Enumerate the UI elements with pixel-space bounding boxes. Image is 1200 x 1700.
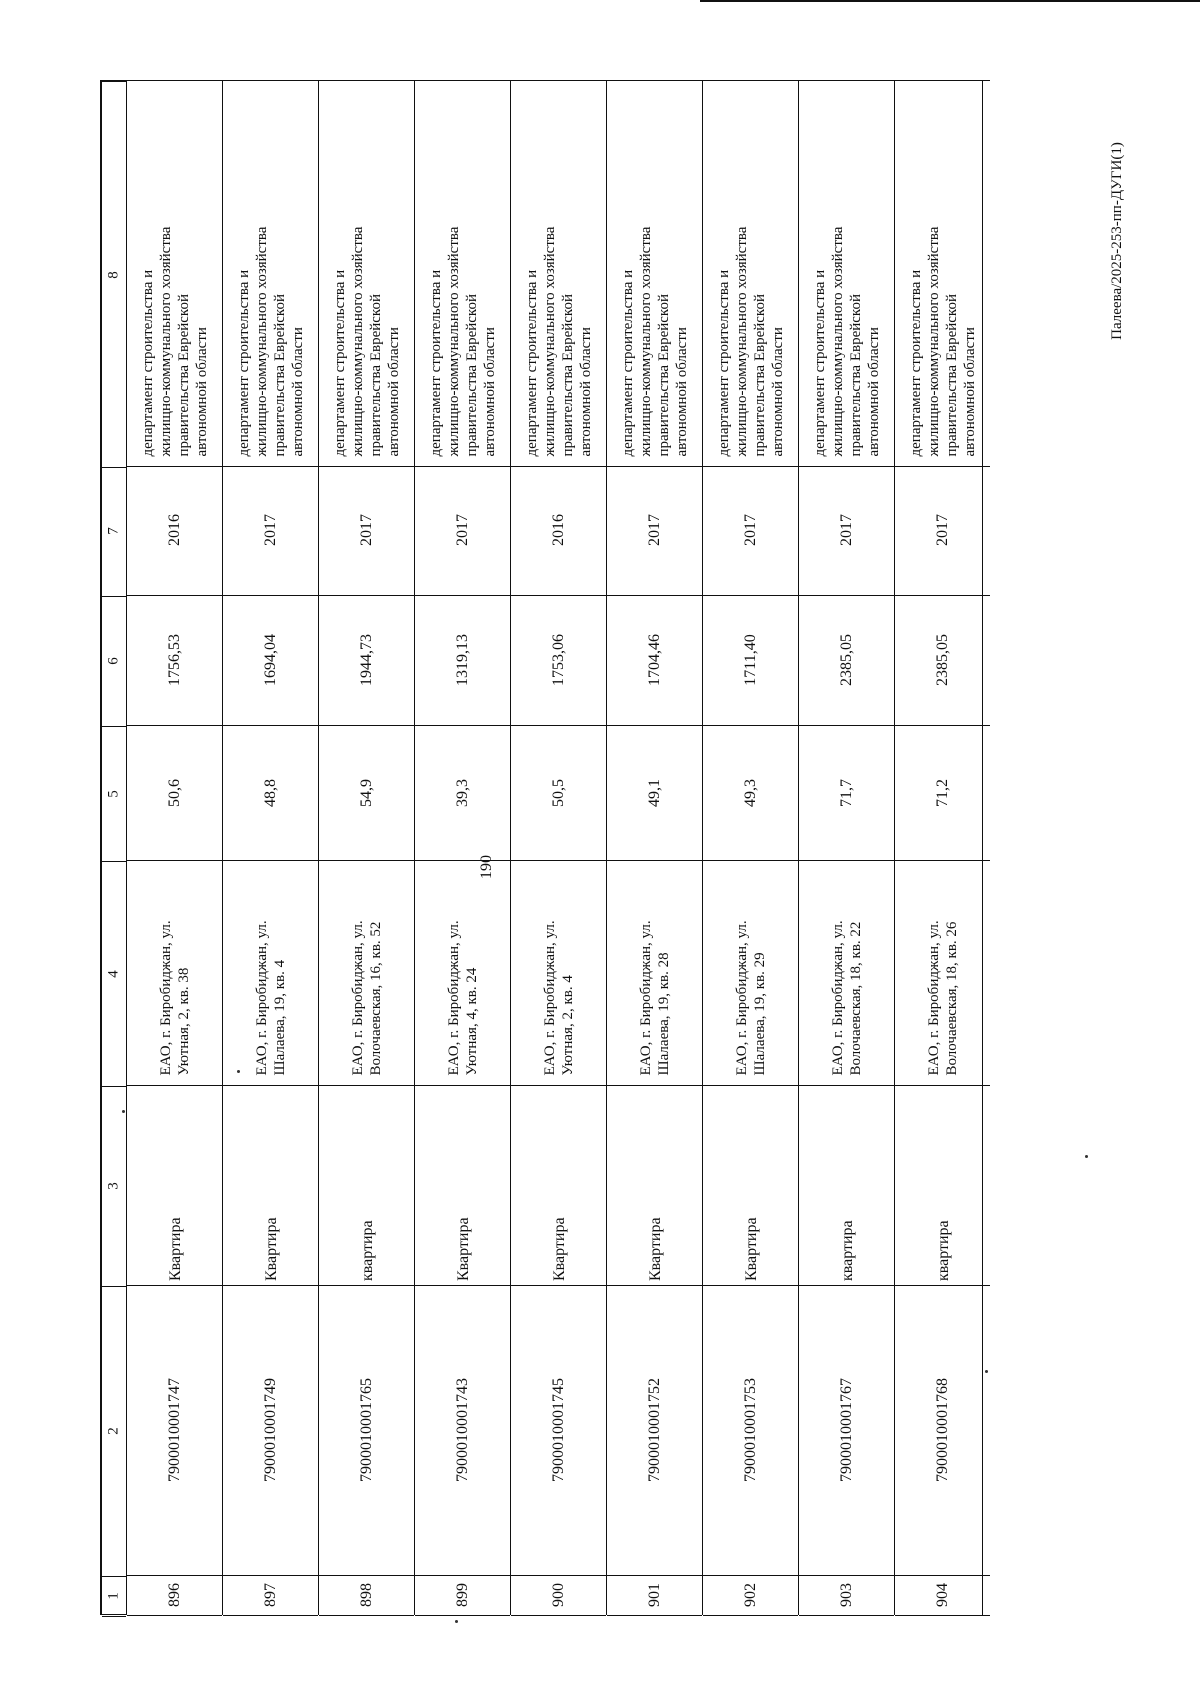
table-row — [894, 80, 990, 1615]
owner-text — [907, 91, 979, 456]
top-edge-line — [700, 0, 1200, 2]
owner-text — [427, 91, 499, 456]
address-line: Волочаевская, 18, кв. 26 — [943, 921, 960, 1075]
object-type: квартира — [838, 1220, 856, 1281]
owner-text — [619, 91, 691, 456]
cell-year — [895, 465, 990, 596]
address-line: Уютная, 4, кв. 24 — [463, 967, 480, 1075]
area-value: 48,8 — [261, 778, 279, 807]
cell-type — [703, 1085, 798, 1286]
address-line: ЕАО, г. Биробиджан, ул. — [637, 919, 654, 1075]
address-text — [157, 870, 193, 1075]
table-row — [222, 80, 318, 1615]
scan-speck — [985, 1370, 988, 1373]
owner-line: правительства Еврейской — [751, 293, 768, 456]
scan-speck — [122, 1110, 125, 1113]
owner-line: правительства Еврейской — [271, 293, 288, 456]
owner-line: жилищно-коммунального хозяйства — [445, 226, 462, 456]
year-value: 2017 — [837, 514, 855, 546]
header-cell — [102, 1576, 126, 1617]
cell-owner — [799, 80, 894, 467]
cell-type — [607, 1085, 702, 1286]
scan-speck — [455, 1620, 458, 1623]
book-value: 1711,40 — [741, 634, 759, 686]
header-cell — [102, 466, 126, 597]
cell-value — [895, 595, 990, 726]
header-cell — [102, 1286, 126, 1577]
object-type: квартира — [934, 1220, 952, 1281]
owner-line: жилищно-коммунального хозяйства — [925, 226, 942, 456]
cadastral-code: 7900010001745 — [549, 1378, 567, 1482]
year-value: 2017 — [357, 514, 375, 546]
cell-number — [895, 1575, 990, 1616]
area-value: 39,3 — [453, 778, 471, 807]
address-line: ЕАО, г. Биробиджан, ул. — [157, 919, 174, 1075]
address-line: Шалаева, 19, кв. 29 — [751, 951, 768, 1075]
year-value: 2017 — [261, 514, 279, 546]
cadastral-code: 7900010001768 — [933, 1378, 951, 1482]
table-row — [126, 80, 222, 1615]
cell-address — [895, 860, 990, 1086]
owner-text — [139, 91, 211, 456]
cell-year — [799, 465, 894, 596]
cadastral-code: 7900010001743 — [453, 1378, 471, 1482]
owner-line: департамент строительства и — [907, 269, 924, 456]
owner-line: департамент строительства и — [523, 269, 540, 456]
table-row — [606, 80, 702, 1615]
cadastral-code: 7900010001753 — [741, 1378, 759, 1482]
area-value: 71,2 — [933, 778, 951, 807]
cell-address — [607, 860, 702, 1086]
cell-owner — [703, 80, 798, 467]
cell-area — [703, 725, 798, 861]
book-value: 1944,73 — [357, 634, 375, 686]
cell-number — [511, 1575, 606, 1616]
table-row — [510, 80, 606, 1615]
cell-year — [511, 465, 606, 596]
cell-address — [511, 860, 606, 1086]
cell-type — [511, 1085, 606, 1286]
cell-value — [607, 595, 702, 726]
column-number: 2 — [105, 1427, 122, 1435]
cell-owner — [895, 80, 990, 467]
owner-line: жилищно-коммунального хозяйства — [829, 226, 846, 456]
column-number: 1 — [105, 1592, 122, 1600]
header-row — [102, 80, 126, 1615]
cell-year — [319, 465, 414, 596]
cell-value — [703, 595, 798, 726]
owner-line: правительства Еврейской — [175, 293, 192, 456]
row-number: 899 — [453, 1583, 471, 1607]
column-number: 4 — [105, 969, 122, 978]
address-text — [349, 870, 385, 1075]
owner-line: департамент строительства и — [811, 269, 828, 456]
owner-line: автономной области — [673, 326, 690, 456]
book-value: 1704,46 — [645, 634, 663, 686]
cell-number — [703, 1575, 798, 1616]
object-type: Квартира — [550, 1217, 568, 1281]
address-line: ЕАО, г. Биробиджан, ул. — [541, 919, 558, 1075]
owner-line: департамент строительства и — [139, 269, 156, 456]
cell-number — [127, 1575, 222, 1616]
area-value: 71,7 — [837, 778, 855, 807]
cell-owner — [511, 80, 606, 467]
owner-line: автономной области — [481, 326, 498, 456]
owner-line: автономной области — [865, 326, 882, 456]
cell-code — [319, 1285, 414, 1576]
cell-type — [223, 1085, 318, 1286]
object-type: квартира — [358, 1220, 376, 1281]
column-number: 3 — [105, 1182, 122, 1190]
address-line: ЕАО, г. Биробиджан, ул. — [829, 919, 846, 1075]
row-number: 903 — [837, 1583, 855, 1607]
owner-line: правительства Еврейской — [367, 293, 384, 456]
owner-line: жилищно-коммунального хозяйства — [253, 226, 270, 456]
cell-area — [415, 725, 510, 861]
address-text — [253, 870, 289, 1075]
book-value: 1319,13 — [453, 634, 471, 686]
year-value: 2016 — [165, 514, 183, 546]
cell-value — [511, 595, 606, 726]
owner-line: правительства Еврейской — [847, 293, 864, 456]
cell-address — [415, 860, 510, 1086]
cell-code — [799, 1285, 894, 1576]
cell-number — [415, 1575, 510, 1616]
cell-value — [319, 595, 414, 726]
cell-address — [223, 860, 318, 1086]
address-line: ЕАО, г. Биробиджан, ул. — [925, 919, 942, 1075]
table-row — [798, 80, 894, 1615]
owner-text — [523, 91, 595, 456]
row-number: 896 — [165, 1583, 183, 1607]
table-row — [318, 80, 414, 1615]
cell-code — [415, 1285, 510, 1576]
cell-value — [799, 595, 894, 726]
cell-type — [319, 1085, 414, 1286]
row-number: 901 — [645, 1583, 663, 1607]
cell-address — [319, 860, 414, 1086]
row-number: 898 — [357, 1583, 375, 1607]
cell-code — [703, 1285, 798, 1576]
cell-type — [127, 1085, 222, 1286]
owner-line: департамент строительства и — [715, 269, 732, 456]
cell-year — [703, 465, 798, 596]
area-value: 49,3 — [741, 778, 759, 807]
cell-number — [607, 1575, 702, 1616]
owner-line: правительства Еврейской — [943, 293, 960, 456]
row-number: 900 — [549, 1583, 567, 1607]
cadastral-code: 7900010001752 — [645, 1378, 663, 1482]
address-line: ЕАО, г. Биробиджан, ул. — [349, 919, 366, 1075]
cell-area — [511, 725, 606, 861]
owner-line: автономной области — [769, 326, 786, 456]
owner-line: автономной области — [289, 326, 306, 456]
address-text — [829, 870, 865, 1075]
cell-area — [223, 725, 318, 861]
owner-line: автономной области — [577, 326, 594, 456]
cell-type — [799, 1085, 894, 1286]
cell-owner — [415, 80, 510, 467]
table-row — [414, 80, 510, 1615]
object-type: Квартира — [166, 1217, 184, 1281]
cell-number — [799, 1575, 894, 1616]
address-line: ЕАО, г. Биробиджан, ул. — [733, 919, 750, 1075]
table-row — [702, 80, 798, 1615]
cell-address — [127, 860, 222, 1086]
cell-area — [607, 725, 702, 861]
owner-line: правительства Еврейской — [655, 293, 672, 456]
header-cell — [102, 1086, 126, 1287]
cell-code — [511, 1285, 606, 1576]
cadastral-code: 7900010001749 — [261, 1378, 279, 1482]
cadastral-code: 7900010001767 — [837, 1378, 855, 1482]
year-value: 2017 — [645, 514, 663, 546]
header-cell — [102, 726, 126, 862]
cell-type — [415, 1085, 510, 1286]
cell-value — [415, 595, 510, 726]
book-value: 2385,05 — [837, 634, 855, 686]
owner-line: жилищно-коммунального хозяйства — [157, 226, 174, 456]
cell-year — [223, 465, 318, 596]
header-cell — [102, 861, 126, 1087]
owner-line: жилищно-коммунального хозяйства — [637, 226, 654, 456]
area-value: 50,5 — [549, 778, 567, 807]
cell-address — [799, 860, 894, 1086]
cadastral-code: 7900010001747 — [165, 1378, 183, 1482]
row-number: 897 — [261, 1583, 279, 1607]
document-code: Палеева/2025-253-пп-ДУГИ(1) — [1109, 142, 1125, 340]
owner-line: жилищно-коммунального хозяйства — [349, 226, 366, 456]
owner-line: департамент строительства и — [235, 269, 252, 456]
owner-line: правительства Еврейской — [463, 293, 480, 456]
cell-value — [127, 595, 222, 726]
cell-number — [223, 1575, 318, 1616]
address-line: Уютная, 2, кв. 4 — [559, 974, 576, 1075]
cell-area — [127, 725, 222, 861]
header-cell — [102, 596, 126, 727]
area-value: 50,6 — [165, 778, 183, 807]
owner-line: департамент строительства и — [427, 269, 444, 456]
book-value: 2385,05 — [933, 634, 951, 686]
owner-line: департамент строительства и — [331, 269, 348, 456]
cell-owner — [127, 80, 222, 467]
cadastral-code: 7900010001765 — [357, 1378, 375, 1482]
cell-number — [319, 1575, 414, 1616]
address-line: Волочаевская, 18, кв. 22 — [847, 921, 864, 1075]
owner-text — [235, 91, 307, 456]
header-cell — [102, 81, 126, 468]
area-value: 54,9 — [357, 778, 375, 807]
cell-owner — [319, 80, 414, 467]
object-type: Квартира — [742, 1217, 760, 1281]
cell-area — [799, 725, 894, 861]
owner-line: жилищно-коммунального хозяйства — [733, 226, 750, 456]
column-number: 8 — [105, 270, 122, 279]
row-number: 904 — [933, 1583, 951, 1607]
cell-address — [703, 860, 798, 1086]
owner-line: автономной области — [961, 326, 978, 456]
owner-text — [715, 91, 787, 456]
row-number: 902 — [741, 1583, 759, 1607]
owner-line: автономной области — [193, 326, 210, 456]
scan-speck — [237, 1070, 240, 1073]
registry-table — [100, 80, 983, 1615]
object-type: Квартира — [262, 1217, 280, 1281]
area-value: 49,1 — [645, 778, 663, 807]
owner-text — [331, 91, 403, 456]
year-value: 2017 — [741, 514, 759, 546]
year-value: 2016 — [549, 514, 567, 546]
cell-area — [895, 725, 990, 861]
object-type: Квартира — [646, 1217, 664, 1281]
page-number: 190 — [478, 855, 495, 879]
column-number: 7 — [105, 527, 122, 535]
cell-code — [127, 1285, 222, 1576]
cell-area — [319, 725, 414, 861]
cell-value — [223, 595, 318, 726]
cell-year — [127, 465, 222, 596]
cell-year — [415, 465, 510, 596]
cell-owner — [607, 80, 702, 467]
address-line: ЕАО, г. Биробиджан, ул. — [445, 919, 462, 1075]
owner-line: департамент строительства и — [619, 269, 636, 456]
address-text — [637, 870, 673, 1075]
address-line: ЕАО, г. Биробиджан, ул. — [253, 919, 270, 1075]
owner-line: автономной области — [385, 326, 402, 456]
cell-code — [895, 1285, 990, 1576]
address-text — [925, 870, 961, 1075]
address-line: Уютная, 2, кв. 38 — [175, 967, 192, 1075]
address-text — [445, 870, 481, 1075]
cell-type — [895, 1085, 990, 1286]
book-value: 1694,04 — [261, 634, 279, 686]
object-type: Квартира — [454, 1217, 472, 1281]
cell-owner — [223, 80, 318, 467]
column-number: 5 — [105, 789, 122, 798]
cell-code — [607, 1285, 702, 1576]
book-value: 1756,53 — [165, 634, 183, 686]
owner-line: жилищно-коммунального хозяйства — [541, 226, 558, 456]
book-value: 1753,06 — [549, 634, 567, 686]
owner-text — [811, 91, 883, 456]
column-number: 6 — [105, 657, 122, 665]
address-line: Шалаева, 19, кв. 4 — [271, 959, 288, 1075]
year-value: 2017 — [453, 514, 471, 546]
cell-code — [223, 1285, 318, 1576]
address-text — [733, 870, 769, 1075]
scan-speck — [1085, 1155, 1088, 1158]
cell-year — [607, 465, 702, 596]
address-line: Волочаевская, 16, кв. 52 — [367, 921, 384, 1075]
owner-line: правительства Еврейской — [559, 293, 576, 456]
address-line: Шалаева, 19, кв. 28 — [655, 951, 672, 1075]
year-value: 2017 — [933, 514, 951, 546]
address-text — [541, 870, 577, 1075]
